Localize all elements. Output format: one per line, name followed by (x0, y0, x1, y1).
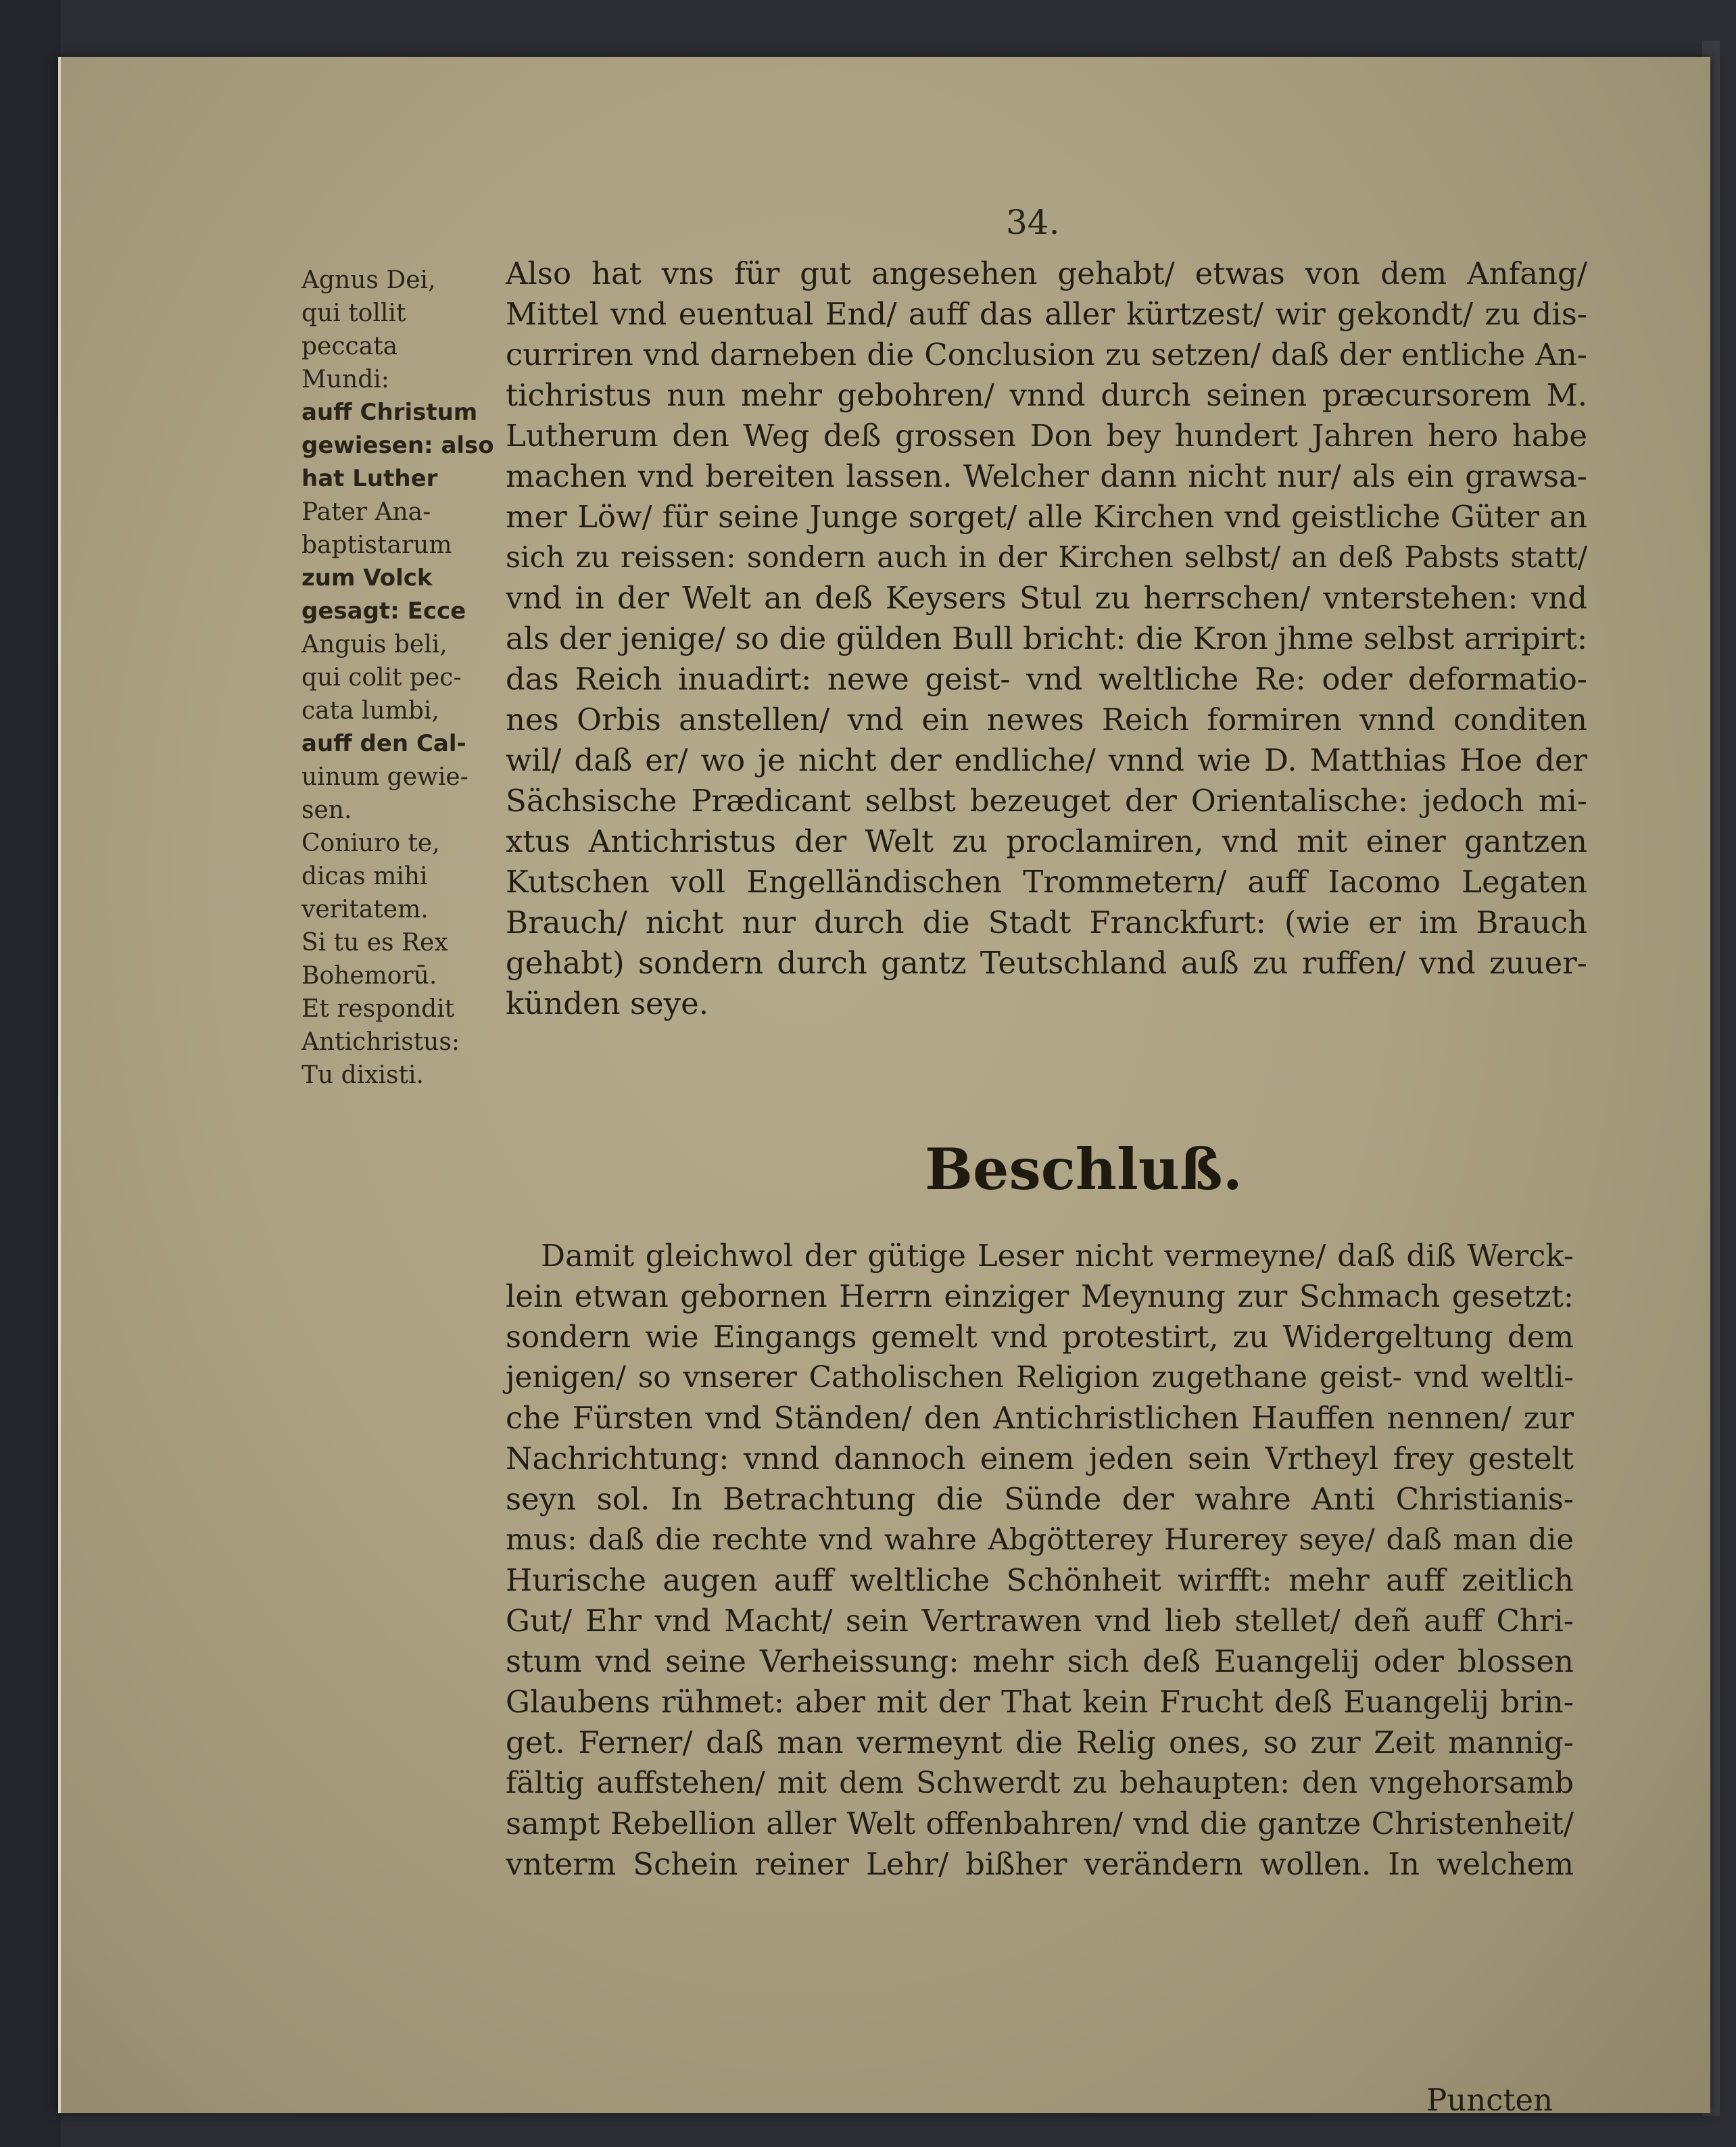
text-line: vnd in der Welt an deß Keysers Stul zu herrschen/ vnterstehen: vnd (506, 580, 1587, 616)
section-heading: Beschluß. (925, 1136, 1243, 1203)
text-line: Lutherum den Weg deß grossen Don bey hundert Jahren hero habe (506, 418, 1587, 454)
text-line: Glaubens rühmet: aber mit der That kein Frucht deß Euangelij brin- (506, 1684, 1574, 1720)
text-line: curriren vnd darneben die Conclusion zu setzen/ daß der entliche An- (506, 337, 1587, 372)
text-line: lein etwan gebornen Herrn einziger Meynung zur Schmach gesetzt: (506, 1278, 1574, 1314)
text-line: mus: daß die rechte vnd wahre Abgötterey Hurerey seye/ daß man die (506, 1523, 1574, 1557)
marginal-note-line: Anguis beli, (302, 631, 448, 658)
marginal-note (302, 264, 504, 1092)
marginal-note-line: Antichristus: (302, 1028, 460, 1056)
marginal-note-line: Bohemorū. (302, 962, 437, 990)
scan-backdrop (0, 0, 61, 2147)
marginal-note-line: Tu dixisti. (302, 1061, 424, 1089)
text-line: che Fürsten vnd Ständen/ den Antichristlichen Hauffen nennen/ zur (506, 1400, 1574, 1436)
text-line: seyn sol. In Betrachtung die Sünde der wahre Anti Christianis- (506, 1481, 1574, 1517)
text-line: sampt Rebellion aller Welt offenbahren/ vnd die gantze Christenheit/ (506, 1806, 1574, 1841)
text-line: künden seye. (506, 986, 709, 1021)
text-line: Gut/ Ehr vnd Macht/ sein Vertrawen vnd lieb stellet/ deñ auff Chri- (506, 1603, 1574, 1639)
marginal-note-line: gewiesen: also (302, 432, 494, 459)
text-line: sondern wie Eingangs gemelt vnd protestirt, zu Widergeltung dem (506, 1319, 1574, 1355)
marginal-note-line: uinum gewie- (302, 763, 468, 791)
page-number: 34. (1006, 203, 1060, 242)
text-line: Mittel vnd euentual End/ auff das aller kürtzest/ wir gekondt/ zu dis- (506, 296, 1587, 332)
text-line: fältig auffstehen/ mit dem Schwerdt zu behaupten: den vngehorsamb (506, 1766, 1574, 1800)
marginal-note-line: qui tollit (302, 299, 406, 327)
text-line: als der jenige/ so die gülden Bull bricht: die Kron jhme selbst arripirt: (506, 621, 1587, 656)
text-line: sich zu reissen: sondern auch in der Kirchen selbst/ an deß Pabsts statt/ (506, 541, 1587, 575)
marginal-note-line: hat Luther (302, 465, 438, 492)
text-line: stum vnd seine Verheissung: mehr sich deß Euangelij oder blossen (506, 1643, 1574, 1679)
text-line: gehabt) sondern durch gantz Teutschland auß zu ruffen/ vnd zuuer- (506, 945, 1587, 981)
text-line: jenigen/ so vnserer Catholischen Religion zugethane geist- vnd weltli- (506, 1360, 1574, 1395)
marginal-note-line: sen. (302, 796, 352, 824)
marginal-note-line: gesagt: Ecce (302, 598, 466, 625)
marginal-note-line: dicas mihi (302, 863, 428, 890)
text-line: get. Ferner/ daß man vermeynt die Relig ones, so zur Zeit mannig- (506, 1724, 1574, 1760)
marginal-note-line: zum Volck (302, 564, 433, 592)
text-line: xtus Antichristus der Welt zu proclamiren, vnd mit einer gantzen (506, 823, 1587, 859)
conclusion-paragraph (506, 1236, 1574, 1885)
text-line: Brauch/ nicht nur durch die Stadt Franckfurt: (wie er im Brauch (506, 904, 1587, 940)
marginal-note-line: peccata (302, 333, 398, 360)
text-line: Kutschen voll Engelländischen Trommetern/ auff Iacomo Legaten (506, 864, 1587, 900)
marginal-note-line: Mundi: (302, 366, 389, 393)
text-line: mer Löw/ für seine Junge sorget/ alle Kirchen vnd geistliche Güter an (506, 499, 1587, 535)
marginal-note-line: Coniuro te, (302, 829, 440, 857)
marginal-note-line: veritatem. (302, 896, 429, 923)
marginal-note-line: cata lumbi, (302, 697, 439, 725)
text-line: Sächsische Prædicant selbst bezeuget der Orientalische: jedoch mi- (506, 783, 1587, 819)
text-line: vnterm Schein reiner Lehr/ bißher verändern wollen. In welchem (506, 1846, 1574, 1882)
marginal-note-line: auff Christum (302, 399, 478, 426)
text-line: nes Orbis anstellen/ vnd ein newes Reich formiren vnnd conditen (506, 702, 1587, 738)
marginal-note-line: Pater Ana- (302, 498, 431, 526)
text-line: machen vnd bereiten lassen. Welcher dann nicht nur/ als ein grawsa- (506, 458, 1587, 494)
main-paragraph (506, 254, 1587, 1024)
text-line: das Reich inuadirt: newe geist- vnd weltliche Re: oder deformatio- (506, 661, 1587, 697)
marginal-note-line: Et respondit (302, 995, 455, 1023)
marginal-note-line: auff den Cal- (302, 730, 466, 757)
text-line: Damit gleichwol der gütige Leser nicht vermeyne/ daß diß Werck- (541, 1238, 1574, 1274)
text-line: tichristus nun mehr gebohren/ vnnd durch seinen præcursorem M. (506, 377, 1587, 413)
text-line: wil/ daß er/ wo je nicht der endliche/ vnnd wie D. Matthias Hoe der (506, 742, 1587, 778)
marginal-note-line: Si tu es Rex (302, 929, 448, 957)
marginal-note-line: Agnus Dei, (302, 266, 436, 294)
text-line: Nachrichtung: vnnd dannoch einem jeden sein Vrtheyl frey gestelt (506, 1441, 1574, 1476)
text-line: Hurische augen auff weltliche Schönheit wirfft: mehr auff zeitlich (506, 1562, 1574, 1598)
text-line: Also hat vns für gut angesehen gehabt/ etwas von dem Anfang/ (506, 256, 1587, 291)
marginal-note-line: qui colit pec- (302, 664, 462, 692)
catchword: Puncten (1426, 2082, 1553, 2118)
marginal-note-line: baptistarum (302, 531, 452, 559)
